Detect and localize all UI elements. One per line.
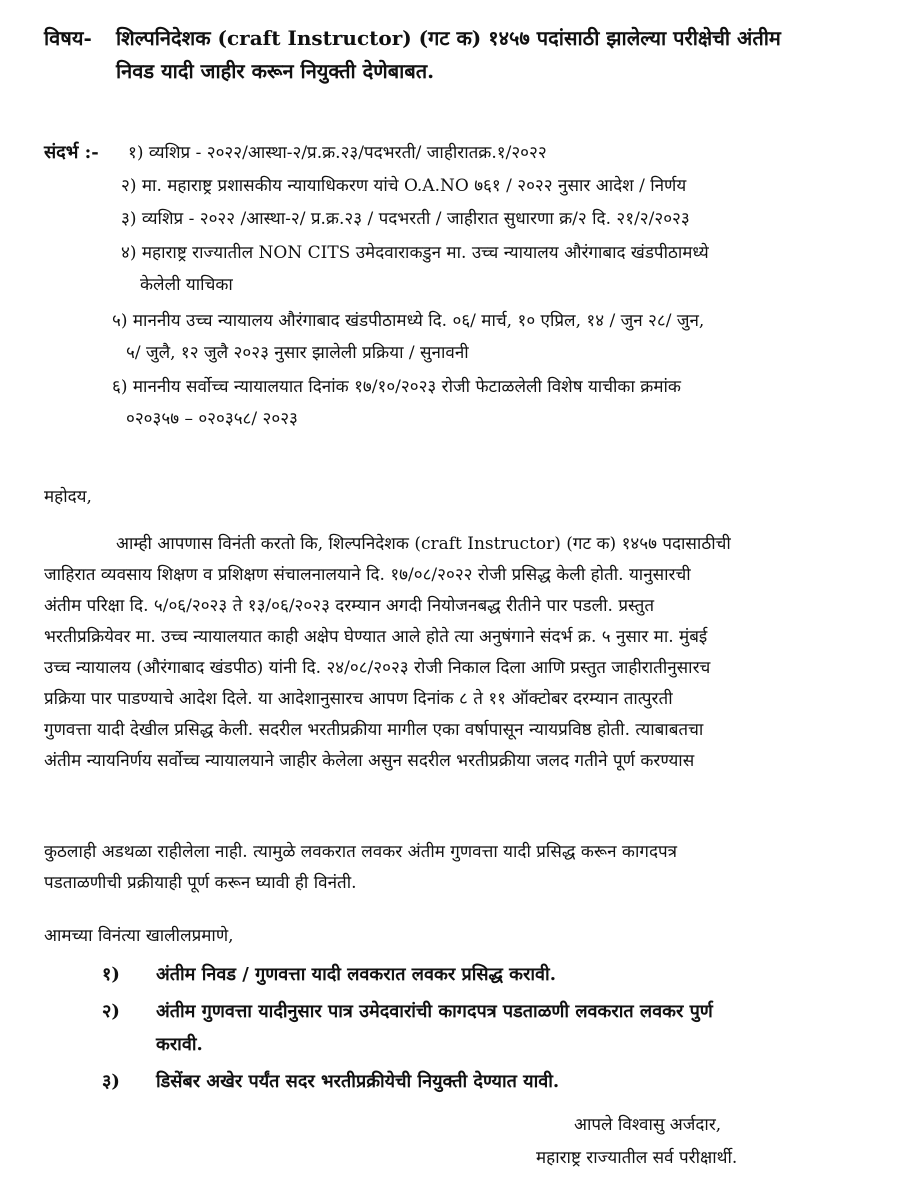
reference-item: २) मा. महाराष्ट्र प्रशासकीय न्यायाधिकरण यांचे O.A.NO ७६१ / २०२२ नुसार आदेश / निर्णय [121,176,687,196]
paragraph-line: जाहिरात व्यवसाय शिक्षण व प्रशिक्षण संचालनालयाने दि. १७/०८/२०२२ रोजी प्रसिद्ध केली होती. यानुसारची [44,565,691,585]
request-number: ३) [102,1071,120,1092]
paragraph-line: पडताळणीची प्रक्रीयाही पूर्ण करून घ्यावी ही विनंती. [44,873,357,893]
reference-item: ३) व्यशिप्र - २०२२ /आस्था-२/ प्र.क्र.२३ / पदभरती / जाहीरात सुधारणा क्र/२ दि. २१/२/२०२३ [121,209,690,229]
request-number: २) [102,1001,120,1022]
reference-item-continued: ५/ जुलै, १२ जुलै २०२३ नुसार झालेली प्रक्रिया / सुनावनी [126,343,469,363]
reference-item-continued: ०२०३५७ – ०२०३५८/ २०२३ [126,409,298,429]
paragraph-line: आम्ही आपणास विनंती करतो कि, शिल्पनिदेशक (craft Instructor) (गट क) १४५७ पदासाठीची [116,534,731,554]
request-text: डिसेंबर अखेर पर्यंत सदर भरतीप्रक्रीयेची नियुक्ती देण्यात यावी. [156,1071,560,1092]
paragraph-line: प्रक्रिया पार पाडण्याचे आदेश दिले. या आदेशानुसारच आपण दिनांक ८ ते ११ ऑक्टोबर दरम्यान तात्पुरती [44,689,673,709]
request-number: १) [102,964,120,985]
subject-line-1: शिल्पनिदेशक (craft Instructor) (गट क) १४५७ पदांसाठी झालेल्या परीक्षेची अंतीम [116,26,781,50]
reference-item-continued: केलेली याचिका [140,275,233,295]
paragraph-line: गुणवत्ता यादी देखील प्रसिद्ध केली. सदरील भरतीप्रक्रीया मागील एका वर्षापासून न्यायप्रविष्ठ होती. त्याबाबतचा [44,720,704,740]
body-paragraph-2 [44,837,856,899]
references-label: संदर्भ :- [44,142,99,163]
paragraph-line: अंतीम परिक्षा दि. ५/०६/२०२३ ते १३/०६/२०२३ दरम्यान अगदी नियोजनबद्ध रीतीने पार पडली. प्रस्तुत [44,596,655,616]
subject-label: विषय- [44,26,92,50]
requests-intro: आमच्या विनंत्या खालीलप्रमाणे, [44,926,234,946]
reference-item: ५) माननीय उच्च न्यायालय औरंगाबाद खंडपीठामध्ये दि. ०६/ मार्च, १० एप्रिल, १४ / जुन २८/ जुन, [112,311,705,331]
reference-item: १) व्यशिप्र - २०२२/आस्था-२/प्र.क्र.२३/पदभरती/ जाहीरातक्र.१/२०२२ [128,143,547,163]
subject-line-2: निवड यादी जाहीर करून नियुक्ती देणेबाबत. [116,59,435,83]
paragraph-line: उच्च न्यायालय (औरंगाबाद खंडपीठ) यांनी दि. २४/०८/२०२३ रोजी निकाल दिला आणि प्रस्तुत जाहीरातीनुसारच [44,658,711,678]
signoff-line-2: महाराष्ट्र राज्यातील सर्व परीक्षार्थी. [536,1148,738,1168]
reference-item: ६) माननीय सर्वोच्च न्यायालयात दिनांक १७/१०/२०२३ रोजी फेटाळलेली विशेष याचीका क्रमांक [112,377,681,397]
request-text: अंतीम निवड / गुणवत्ता यादी लवकरात लवकर प्रसिद्ध करावी. [156,964,556,985]
request-text-continued: करावी. [156,1034,203,1055]
salutation: महोदय, [44,487,92,507]
paragraph-line: अंतीम न्यायनिर्णय सर्वोच्च न्यायालयाने जाहीर केलेला असुन सदरील भरतीप्रक्रीया जलद गतीने पूर्ण करण्यास [44,751,695,771]
reference-item: ४) महाराष्ट्र राज्यातील NON CITS उमेदवाराकडुन मा. उच्च न्यायालय औरंगाबाद खंडपीठामध्ये [121,243,709,263]
paragraph-line: भरतीप्रक्रियेवर मा. उच्च न्यायालयात काही अक्षेप घेण्यात आले होते त्या अनुषंगाने संदर्भ क्र. ५ नुसार मा. मुंबई [44,627,708,647]
request-text: अंतीम गुणवत्ता यादीनुसार पात्र उमेदवारांची कागदपत्र पडताळणी लवकरात लवकर पुर्ण [156,1001,713,1022]
body-paragraph-1 [44,529,856,777]
signoff-line-1: आपले विश्वासु अर्जदार, [574,1115,722,1135]
paragraph-line: कुठलाही अडथळा राहीलेला नाही. त्यामुळे लवकरात लवकर अंतीम गुणवत्ता यादी प्रसिद्ध करून कागदपत्र [44,842,678,862]
